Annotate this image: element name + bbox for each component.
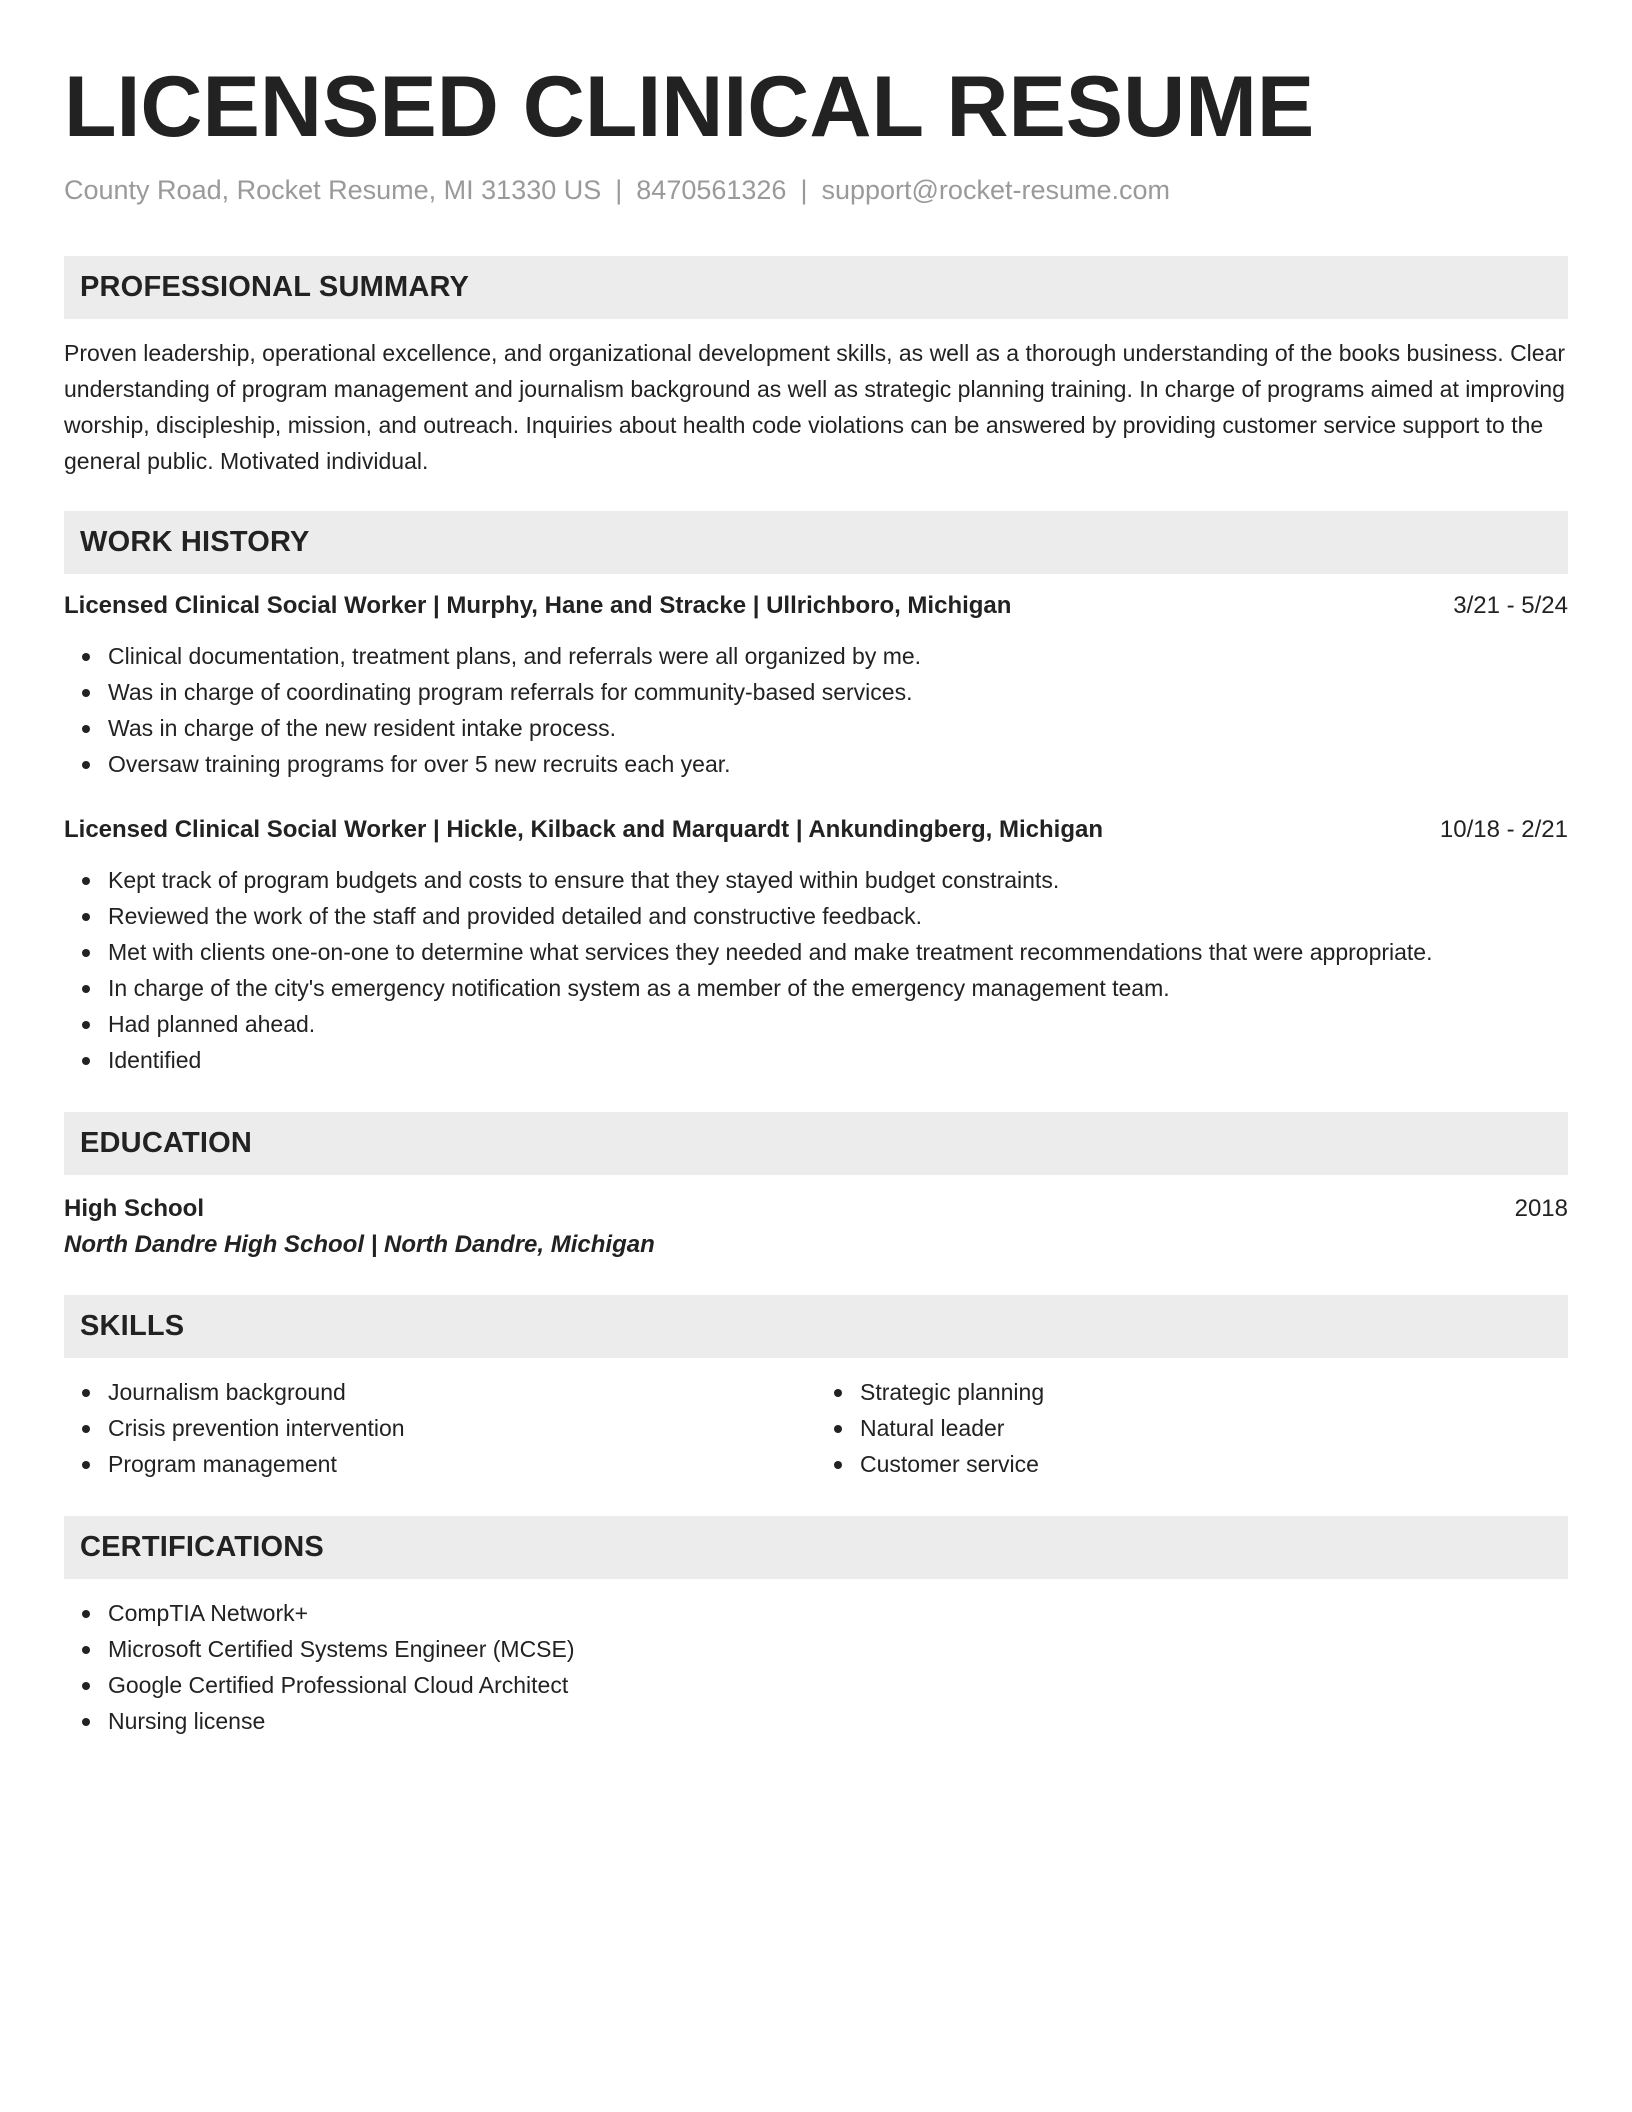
certifications-header: [64, 1516, 1568, 1579]
job-title: Licensed Clinical Social Worker | Murphy, Hane and Stracke | Ullrichboro, Michigan: [64, 592, 1012, 620]
contact-phone: 8470561326: [636, 175, 787, 205]
contact-separator: |: [615, 175, 623, 205]
resume-title: LICENSED CLINICAL RESUME: [64, 59, 1315, 155]
list-item: Was in charge of the new resident intake process.: [108, 710, 1568, 746]
certifications-heading: CERTIFICATIONS: [80, 1531, 324, 1564]
summary-section-header: [64, 256, 1568, 319]
list-item: Met with clients one-on-one to determine what services they needed and make treatment recommendations that were appropriate.: [108, 934, 1568, 970]
list-item: Had planned ahead.: [108, 1006, 1568, 1042]
job-entry: [64, 592, 1568, 782]
list-item: Was in charge of coordinating program referrals for community-based services.: [108, 674, 1568, 710]
summary-section: [64, 256, 1568, 479]
certifications-section: [64, 1516, 1568, 1739]
job-header: [64, 592, 1568, 620]
list-item: Nursing license: [108, 1703, 1568, 1739]
job-bullets: [64, 862, 1568, 1078]
skills-right-list: [816, 1374, 1568, 1482]
work-history-heading: WORK HISTORY: [80, 526, 310, 559]
skills-heading: SKILLS: [80, 1310, 185, 1343]
contact-separator: |: [800, 175, 808, 205]
list-item: Reviewed the work of the staff and provided detailed and constructive feedback.: [108, 898, 1568, 934]
list-item: Oversaw training programs for over 5 new recruits each year.: [108, 746, 1568, 782]
list-item: Google Certified Professional Cloud Architect: [108, 1667, 1568, 1703]
list-item: Customer service: [860, 1446, 1568, 1482]
education-year: 2018: [1514, 1195, 1568, 1223]
job-bullets: [64, 638, 1568, 782]
list-item: Natural leader: [860, 1410, 1568, 1446]
summary-heading: PROFESSIONAL SUMMARY: [80, 271, 470, 304]
skills-columns: [64, 1374, 1568, 1482]
list-item: Crisis prevention intervention: [108, 1410, 816, 1446]
list-item: Journalism background: [108, 1374, 816, 1410]
list-item: Microsoft Certified Systems Engineer (MCSE): [108, 1631, 1568, 1667]
education-heading: EDUCATION: [80, 1127, 253, 1160]
education-row: [64, 1195, 1568, 1223]
list-item: Identified: [108, 1042, 1568, 1078]
job-header: [64, 816, 1568, 844]
job-dates: 10/18 - 2/21: [1439, 816, 1568, 844]
list-item: CompTIA Network+: [108, 1595, 1568, 1631]
work-history-section: [64, 511, 1568, 1078]
certifications-list: [64, 1595, 1568, 1739]
list-item: Clinical documentation, treatment plans, and referrals were all organized by me.: [108, 638, 1568, 674]
education-header: [64, 1112, 1568, 1175]
education-school: North Dandre High School | North Dandre, Michigan: [64, 1231, 655, 1259]
job-title: Licensed Clinical Social Worker | Hickle, Kilback and Marquardt | Ankundingberg, Michigan: [64, 816, 1103, 844]
education-section: [64, 1112, 1568, 1259]
job-entry: [64, 816, 1568, 1078]
skills-left-list: [64, 1374, 816, 1482]
job-dates: 3/21 - 5/24: [1453, 592, 1568, 620]
education-entry: [64, 1195, 1568, 1259]
list-item: Program management: [108, 1446, 816, 1482]
contact-address: County Road, Rocket Resume, MI 31330 US: [64, 175, 602, 205]
work-history-header: [64, 511, 1568, 574]
skills-header: [64, 1295, 1568, 1358]
contact-line: [64, 174, 1568, 206]
list-item: Kept track of program budgets and costs to ensure that they stayed within budget constraints.: [108, 862, 1568, 898]
skills-section: [64, 1295, 1568, 1482]
education-degree: High School: [64, 1195, 204, 1223]
summary-text: Proven leadership, operational excellence, and organizational development skills, as well as a thorough understanding of the books business. Clear understanding of program management and journalism background as well as strategic planning training. In charge of programs aimed at improving worship, discipleship, mission, and outreach. Inquiries about health code violations can be answered by providing customer service support to the general public. Motivated individual.: [64, 340, 1566, 475]
list-item: Strategic planning: [860, 1374, 1568, 1410]
contact-email: support@rocket-resume.com: [821, 175, 1170, 205]
list-item: In charge of the city's emergency notification system as a member of the emergency management team.: [108, 970, 1568, 1006]
